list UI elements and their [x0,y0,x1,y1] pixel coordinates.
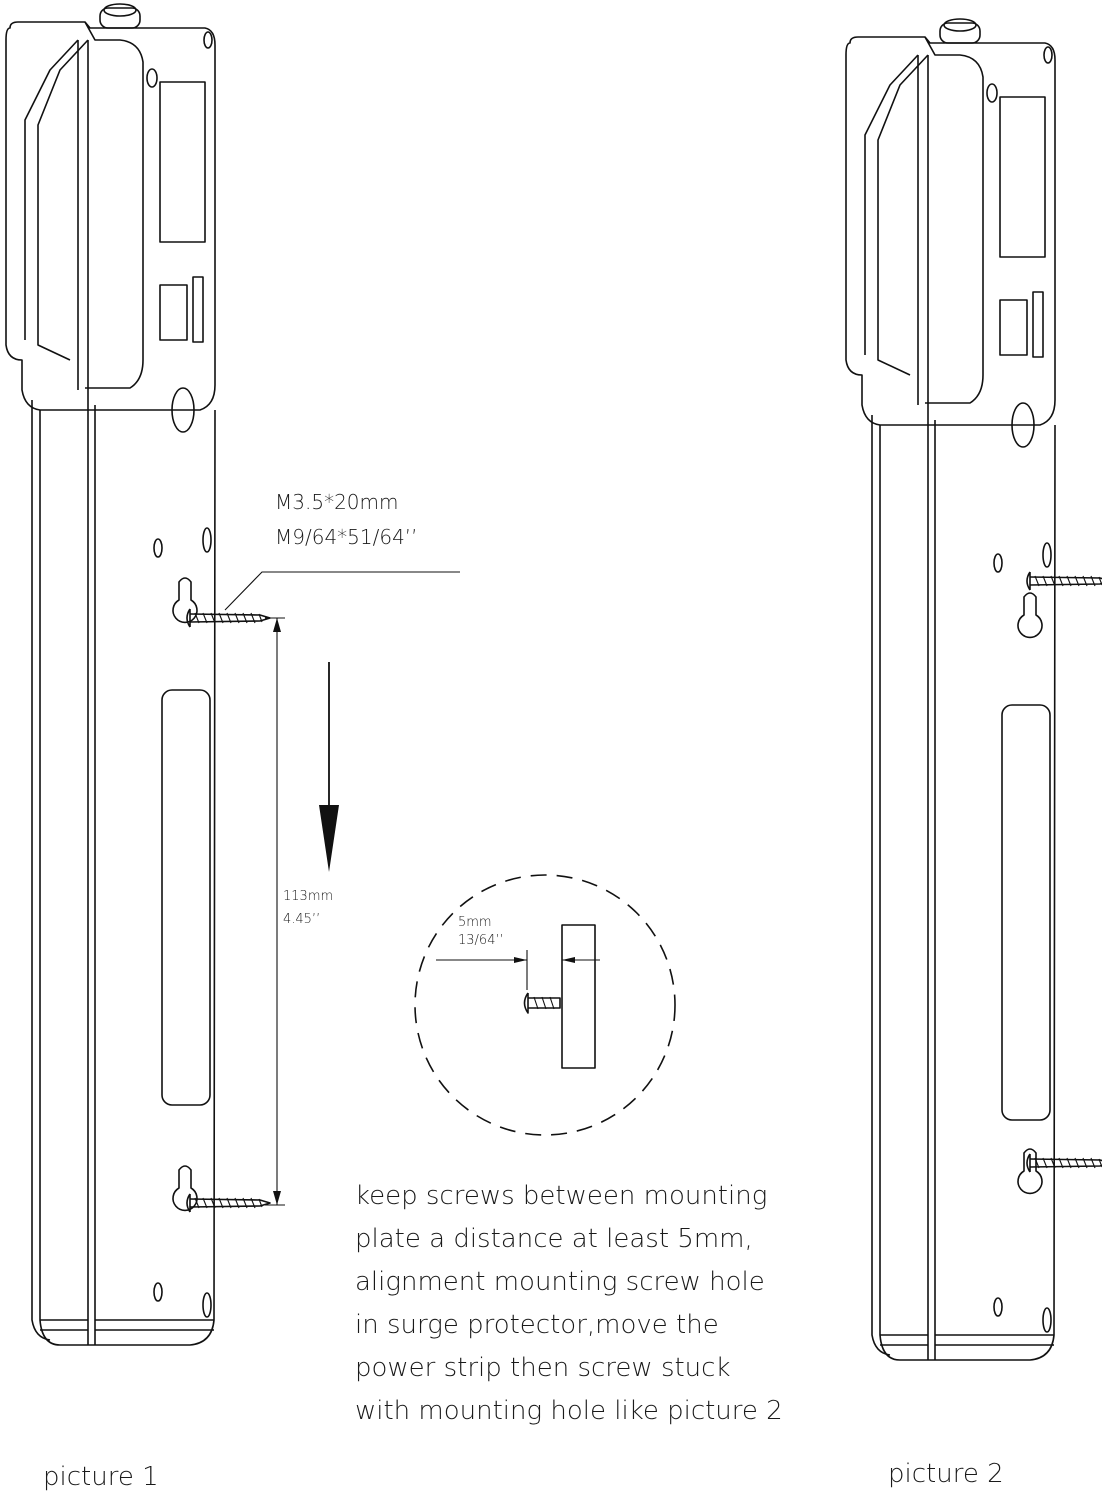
caption-picture-2: picture 2 [888,1459,1004,1489]
screw-top [187,609,270,627]
instruction-text [355,1175,783,1433]
screw-spec-metric: M3.5*20mm [275,490,399,514]
spacing-dimension-label [283,885,333,931]
instruction-line: alignment mounting screw hole [355,1267,765,1297]
instruction-line: with mounting hole like picture 2 [355,1396,783,1426]
screw-spec-imperial: M9/64*51/64’’ [275,525,418,549]
gap-metric: 5mm [458,915,492,930]
spacing-dimension-line [265,618,285,1205]
power-strip-picture-1 [6,4,270,1345]
spacing-imperial: 4.45’’ [283,912,321,927]
instruction-line: plate a distance at least 5mm, [355,1224,753,1254]
spacing-metric: 113mm [283,889,334,904]
screw-spec-label [275,485,418,555]
caption-picture-1: picture 1 [43,1462,159,1492]
keyhole-top [173,578,197,622]
instruction-line: keep screws between mounting [355,1181,768,1211]
gap-imperial: 13/64’’ [458,933,504,948]
power-strip-picture-2 [846,19,1102,1360]
screw-bottom [187,1194,270,1212]
keyhole-top-2 [1018,593,1042,637]
gap-dimension-label [458,914,504,950]
keyhole-bottom [173,1166,197,1210]
screw-bottom-2 [1027,1154,1102,1172]
screw-top-2 [1027,572,1102,590]
spec-leader-line [225,572,460,610]
instruction-line: power strip then screw stuck [355,1353,731,1383]
detail-callout [415,875,675,1135]
move-down-arrow [319,662,339,872]
instruction-line: in surge protector,move the [355,1310,719,1340]
